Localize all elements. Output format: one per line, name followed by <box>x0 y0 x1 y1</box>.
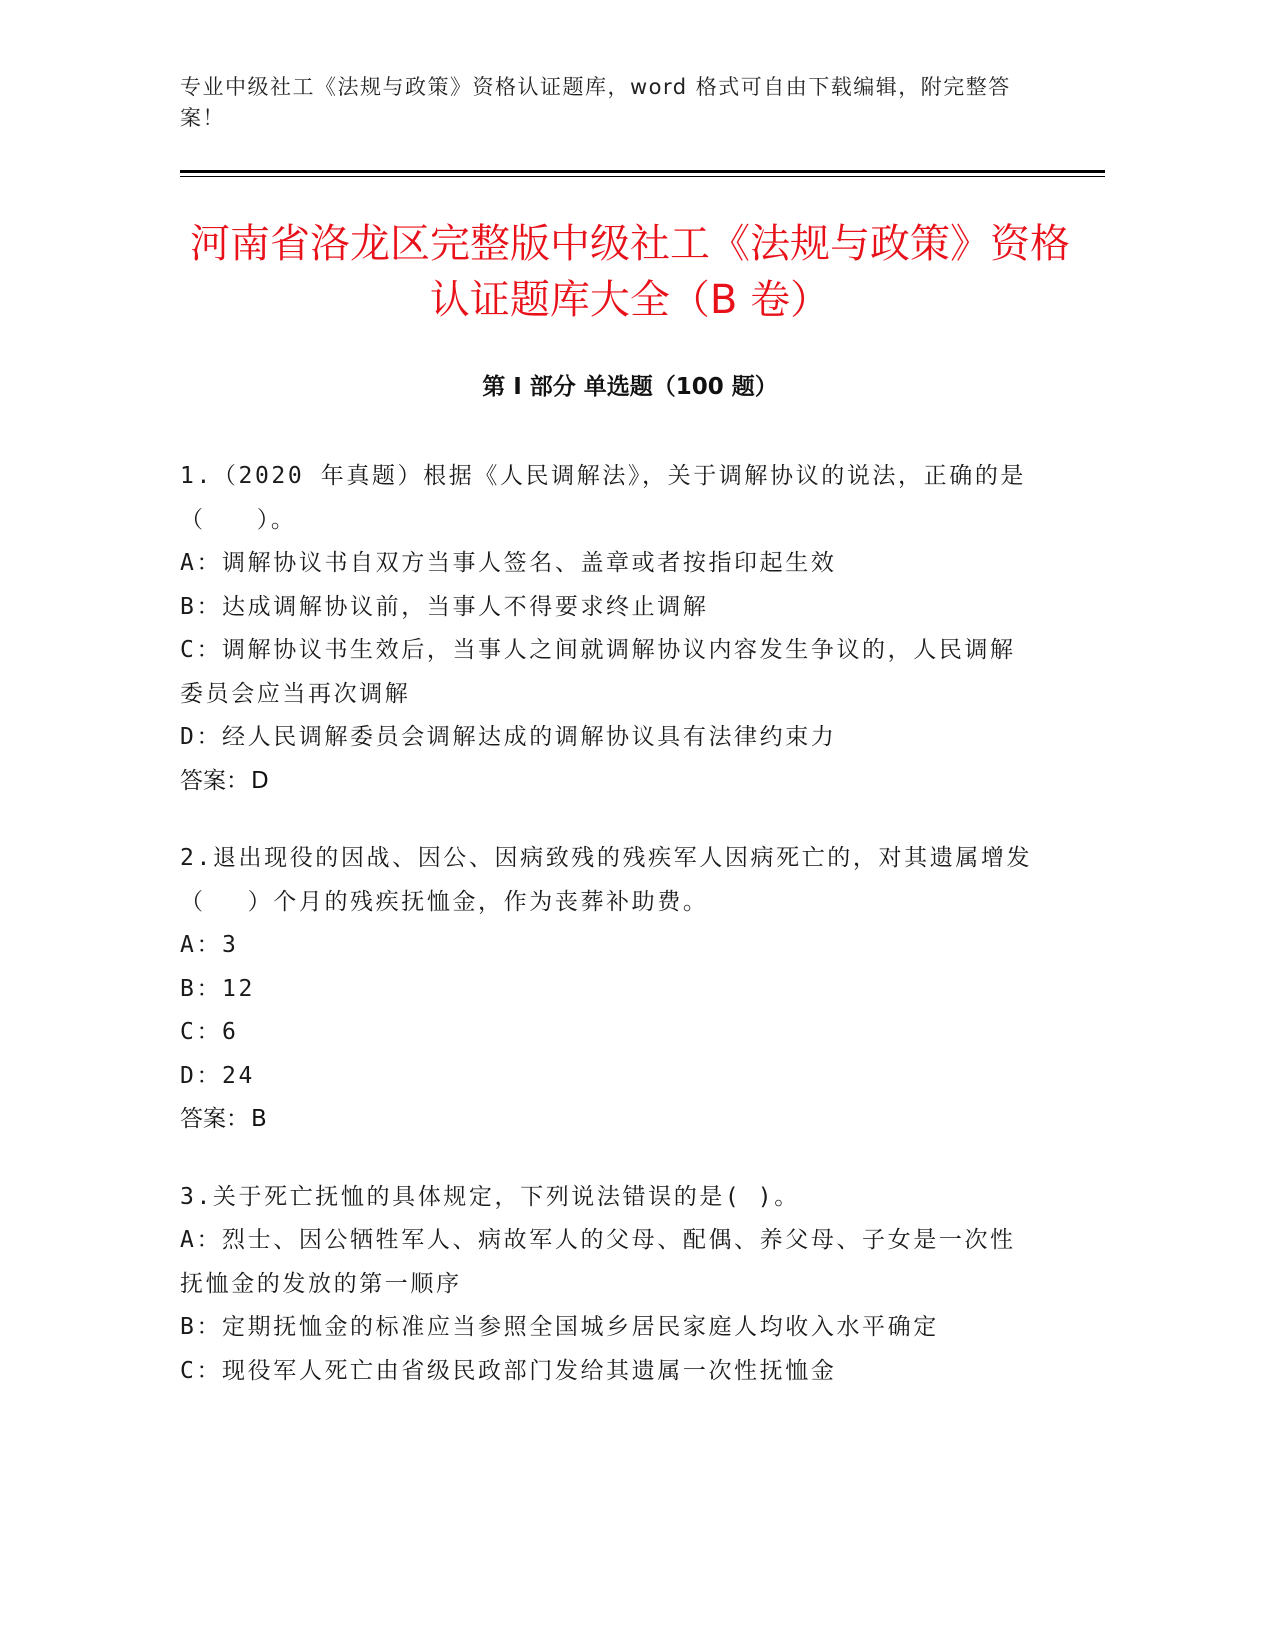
option-d: D：24 <box>180 1062 255 1089</box>
option-c: C：现役军人死亡由省级民政部门发给其遗属一次性抚恤金 <box>180 1357 837 1384</box>
question-2 <box>180 837 1040 1142</box>
option-b: B：12 <box>180 975 255 1002</box>
question-stem: 1.（2020 年真题）根据《人民调解法》，关于调解协议的说法，正确的是（ ）。 <box>180 463 1027 533</box>
question-list <box>180 455 1040 1427</box>
answer-line <box>180 1098 1040 1142</box>
answer-line <box>180 760 1040 804</box>
option-a: A：烈士、因公牺牲军人、病故军人的父母、配偶、养父母、子女是一次性抚恤金的发放的第一顺序 <box>180 1227 1016 1297</box>
option-b: B：定期抚恤金的标准应当参照全国城乡居民家庭人均收入水平确定 <box>180 1314 939 1340</box>
option-a: A：3 <box>180 932 239 958</box>
question-stem: 3.关于死亡抚恤的具体规定，下列说法错误的是( )。 <box>180 1183 800 1210</box>
option-c: C：6 <box>180 1019 239 1045</box>
header-divider-thick <box>180 170 1105 173</box>
header-divider-thin <box>180 176 1105 177</box>
option-a: A：调解协议书自双方当事人签名、盖章或者按指印起生效 <box>180 550 837 576</box>
section-heading: 第 I 部分 单选题（100 题） <box>482 374 778 400</box>
header-note: 专业中级社工《法规与政策》资格认证题库，word 格式可自由下载编辑，附完整答案！ <box>180 75 1011 130</box>
answer-value: D <box>251 767 269 794</box>
answer-label: 答案： <box>180 1106 249 1132</box>
answer-value: B <box>251 1106 267 1132</box>
document-title: 河南省洛龙区完整版中级社工《法规与政策》资格认证题库大全（B 卷） <box>190 221 1070 323</box>
question-stem: 2.退出现役的因战、因公、因病致残的残疾军人因病死亡的，对其遗属增发（ ）个月的残疾抚恤金，作为丧葬补助费。 <box>180 845 1033 915</box>
answer-label: 答案： <box>180 767 249 794</box>
question-1 <box>180 455 1040 803</box>
option-d: D：经人民调解委员会调解达成的调解协议具有法律约束力 <box>180 724 837 750</box>
option-c: C：调解协议书生效后，当事人之间就调解协议内容发生争议的，人民调解委员会应当再次调解 <box>180 637 1016 707</box>
option-b: B：达成调解协议前，当事人不得要求终止调解 <box>180 593 709 620</box>
question-3 <box>180 1176 1040 1394</box>
